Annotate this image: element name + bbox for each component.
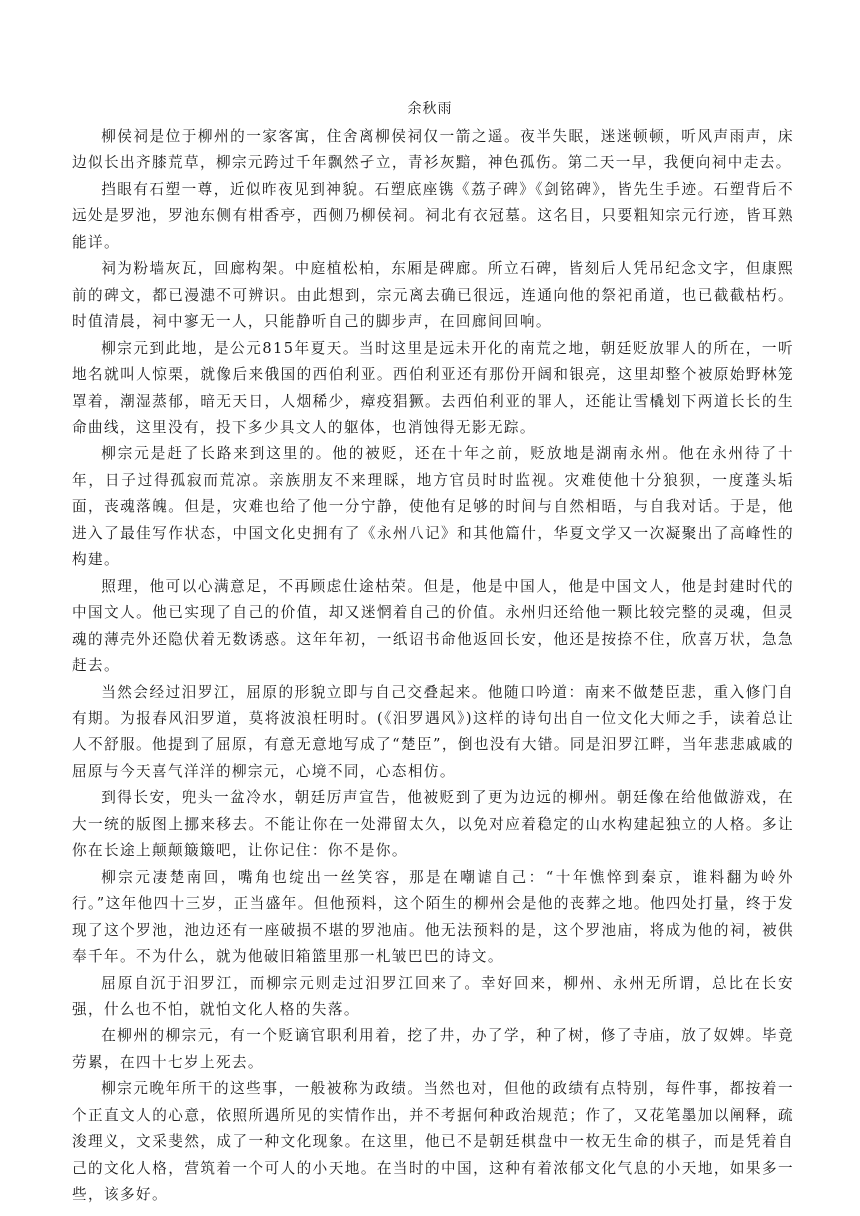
essay-body [72, 124, 794, 1209]
paragraph: 柳宗元凄楚南回，嘴角也绽出一丝笑容，那是在嘲谑自己：“十年憔悴到秦京，谁料翻为岭外行。”这年他四十三岁，正当盛年。但他预料，这个陌生的柳州会是他的丧葬之地。他四处打量，终于发现了这个罗池，池边还有一座破损不堪的罗池庙。他无法预料的是，这个罗池庙，将成为他的祠，被供奉千年。不为什么，就为他破旧箱篮里那一札皱巴巴的诗文。 [72, 868, 794, 966]
paragraph: 在柳州的柳宗元，有一个贬谪官职利用着，挖了井，办了学，种了树，修了寺庙，放了奴婢。毕竟劳累，在四十七岁上死去。 [72, 1027, 794, 1071]
paragraph: 祠为粉墙灰瓦，回廊构架。中庭植松柏，东厢是碑廊。所立石碑，皆刻后人凭吊纪念文字，但康熙前的碑文，都已漫漶不可辨识。由此想到，宗元离去确已很远，连通向他的祭祀甬道，也已截截枯朽。时值清晨，祠中寥无一人，只能静听自己的脚步声，在回廊间回响。 [72, 260, 794, 331]
paragraph: 柳宗元到此地，是公元815年夏天。当时这里是远未开化的南荒之地，朝廷贬放罪人的所在，一听地名就叫人惊栗，就像后来俄国的西伯利亚。西伯利亚还有那份开阔和银亮，这里却整个被原始野林笼罩着，潮湿蒸郁，暗无天日，人烟稀少，瘴疫猖獗。去西伯利亚的罪人，还能让雪橇划下两道长长的生命曲线，这里没有，投下多少具文人的躯体，也消蚀得无影无踪。 [72, 339, 794, 436]
paragraph: 照理，他可以心满意足，不再顾虑仕途枯荣。但是，他是中国人，他是中国文人，他是封建时代的中国文人。他已实现了自己的价值，却又迷惘着自己的价值。永州归还给他一颗比较完整的灵魂，但灵魂的薄壳外还隐伏着无数诱惑。这年年初，一纸诏书命他返回长安，他还是按捺不住，欣喜万状，急急赶去。 [72, 577, 794, 675]
paragraph: 柳宗元晚年所干的这些事，一般被称为政绩。当然也对，但他的政绩有点特别，每件事，都按着一个正直文人的心意，依照所遇所见的实情作出，并不考据何种政治规范；作了，又花笔墨加以阐释，疏浚理义，文采斐然，成了一种文化现象。在这里，他已不是朝廷棋盘中一枚无生命的棋子，而是凭着自己的文化人格，营筑着一个可人的小天地。在当时的中国，这种有着浓郁文化气息的小天地，如果多一些，该多好。 [72, 1080, 794, 1204]
paragraph: 到得长安，兜头一盆冷水，朝廷厉声宣告，他被贬到了更为边远的柳州。朝廷像在给他做游戏，在大一统的版图上挪来移去。不能让你在一处滞留太久，以免对应着稳定的山水构建起独立的人格。多让你在长途上颠颠簸簸吧，让你记住：你不是你。 [72, 789, 794, 860]
paragraph: 挡眼有石塑一尊，近似昨夜见到神貌。石塑底座镌《荔子碑》《剑铭碑》，皆先生手迹。石塑背后不远处是罗池，罗池东侧有柑香亭，西侧乃柳侯祠。祠北有衣冠墓。这名目，只要粗知宗元行迹，皆耳熟能详。 [72, 180, 794, 251]
paragraph: 当然会经过汨罗江，屈原的形貌立即与自己交叠起来。他随口吟道：南来不做楚臣悲，重入修门自有期。为报春风汨罗道，莫将波浪枉明时。(《汨罗遇风》)这样的诗句出自一位文化大师之手，读着总让人不舒服。他提到了屈原，有意无意地写成了“楚臣”，倒也没有大错。同是汨罗江畔，当年悲悲戚戚的屈原与今天喜气洋洋的柳宗元，心境不同，心态相仿。 [72, 683, 794, 780]
paragraph: 屈原自沉于汨罗江，而柳宗元则走过汨罗江回来了。幸好回来，柳州、永州无所谓，总比在长安强，什么也不怕，就怕文化人格的失落。 [72, 974, 794, 1018]
author-name: 余秋雨 [407, 101, 453, 117]
paragraph: 柳侯祠是位于柳州的一家客寓，住舍离柳侯祠仅一箭之遥。夜半失眠，迷迷顿顿，听风声雨声，床边似长出齐膝荒草，柳宗元跨过千年飘然孑立，青衫灰黯，神色孤伤。第二天一早，我便向祠中走去。 [72, 128, 794, 172]
paragraph: 柳宗元是赶了长路来到这里的。他的被贬，还在十年之前，贬放地是湖南永州。他在永州待了十年，日子过得孤寂而荒凉。亲族朋友不来理睬，地方官员时时监视。灾难使他十分狼狈，一度蓬头垢面，丧魂落魄。但是，灾难也给了他一分宁静，使他有足够的时间与自然相晤，与自我对话。于是，他进入了最佳写作状态，中国文化史拥有了《永州八记》和其他篇什，华夏文学又一次凝聚出了高峰性的构建。 [72, 445, 794, 569]
